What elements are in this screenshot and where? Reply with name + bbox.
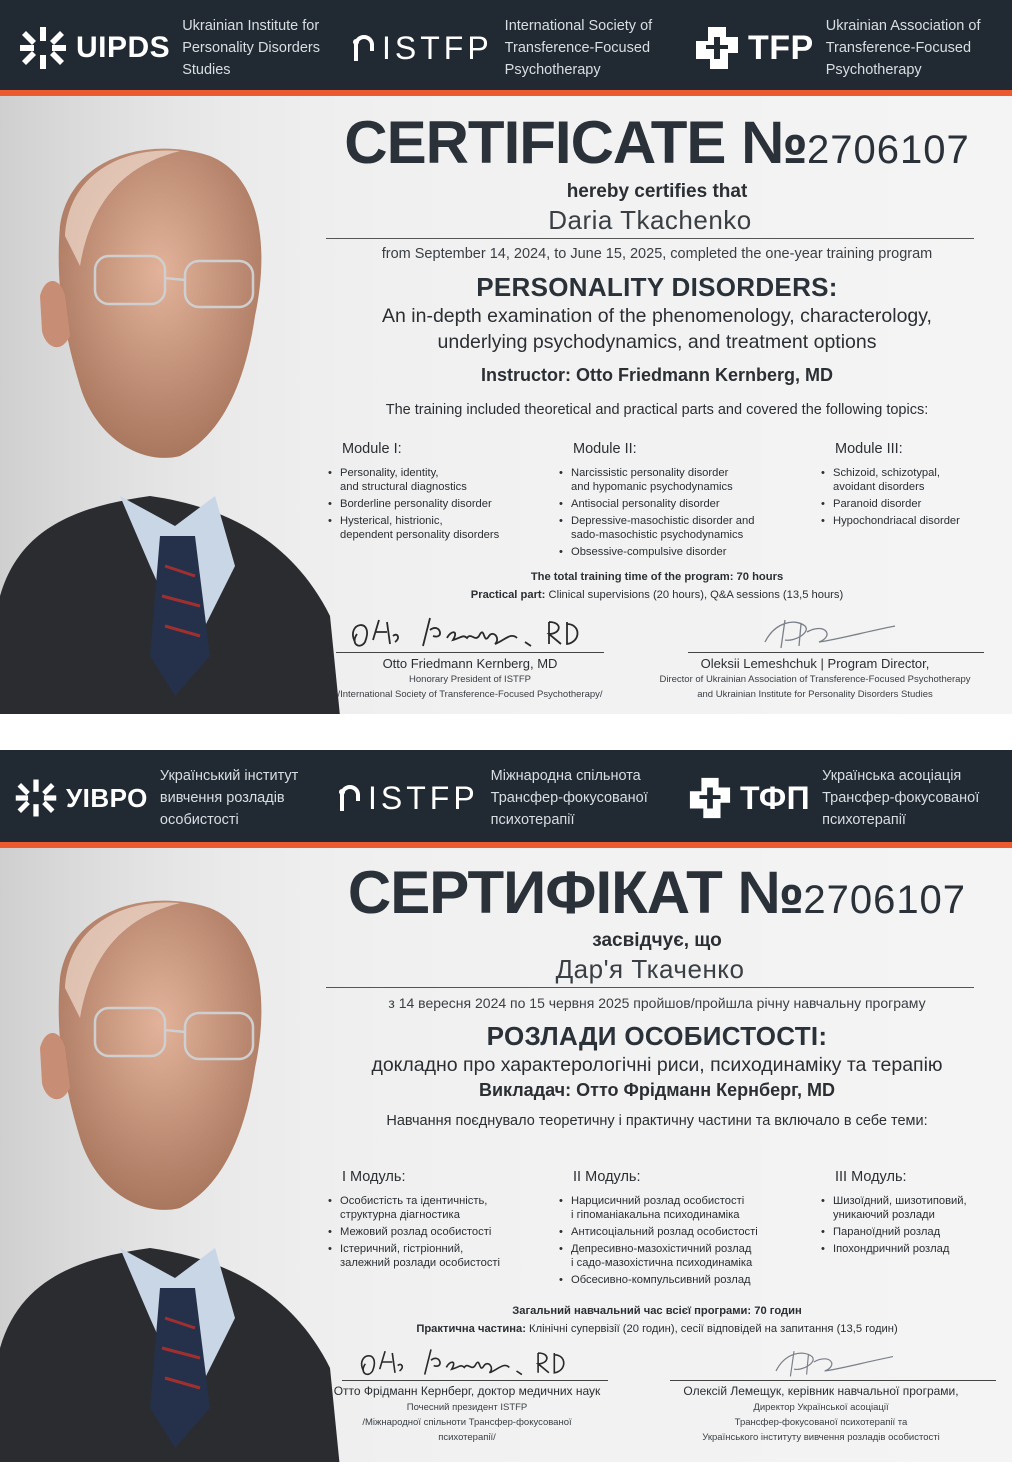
certificate-number: 2706107: [807, 128, 970, 172]
list-item: • Параноїдний розлад: [819, 1225, 967, 1239]
certificate-body: [322, 860, 992, 933]
module-title: Module III:: [835, 441, 903, 457]
module-3: [819, 1170, 967, 1259]
practical-text: Клінічні супервізії (20 годин), сесії відповідей на запитання (13,5 годин): [525, 1323, 898, 1335]
handwritten-signature-kernberg: [335, 612, 605, 652]
istfp-logo-icon: [352, 33, 374, 63]
list-item: • Personality, identity, and structural diagnostics: [326, 466, 499, 494]
handwritten-signature-kernberg: [332, 1344, 602, 1380]
signature-right: [640, 612, 990, 702]
list-item: • Нарцисичний розлад особистості і гіпоманіакальна психодинаміка: [557, 1194, 758, 1222]
practical-label: Практична частина:: [416, 1323, 526, 1335]
course-title: РОЗЛАДИ ОСОБИСТОСТІ:: [486, 1021, 828, 1051]
signer-role: Почесний президент ISTFP /Міжнародної спільноти Трансфер-фокусованої психотерапії/: [362, 1402, 572, 1444]
list-item: • Obsessive-compulsive disorder: [557, 545, 754, 559]
portrait-image: [0, 848, 360, 1462]
instructor-text: Instructor: Otto Friedmann Kernberg, MD: [480, 365, 833, 385]
module-2: [557, 1170, 758, 1290]
list-item: • Borderline personality disorder: [326, 497, 499, 511]
brand-uipds: [18, 0, 320, 96]
brand-description: Українська асоціація Трансфер-фокусованої психотерапії: [822, 768, 980, 828]
certificate-header: [0, 0, 1012, 96]
signature-right: [646, 1344, 996, 1445]
certificate-english: [0, 0, 1012, 714]
signature-left: [312, 1344, 622, 1445]
certificate-ukrainian: [0, 750, 1012, 1462]
handwritten-signature-lemeshchuk: [721, 1344, 921, 1380]
brand-mark: TFP: [748, 28, 814, 67]
course-title: PERSONALITY DISORDERS:: [476, 272, 838, 302]
signer-role: Honorary President of ISTFP /International Society of Transference-Focused Psychotherapy/: [337, 674, 603, 701]
brand-description: Ukrainian Institute for Personality Disorders Studies: [182, 18, 320, 78]
practical-text: Clinical supervisions (20 hours), Q&A sessions (13,5 hours): [545, 589, 844, 601]
handwritten-signature-lemeshchuk: [715, 612, 915, 652]
list-item: • Depressive-masochistic disorder and sado-masochistic psychodynamics: [557, 514, 754, 542]
module-1: [326, 442, 499, 545]
brand-description: Український інститут вивчення розладів особистості: [159, 768, 299, 828]
practical-label: Practical part:: [470, 589, 546, 601]
list-item: • Antisocial personality disorder: [557, 497, 754, 511]
uivro-star-logo-icon: [14, 777, 58, 819]
signer-role: Директор Української асоціації Трансфер-фокусованої психотерапії та Українського інституту вивчення розладів особистості: [702, 1402, 940, 1444]
brand-tfp: [694, 0, 980, 96]
module-2: [557, 442, 754, 562]
module-title: Module II:: [573, 441, 637, 457]
brand-description: Ukrainian Association of Transference-Focused Psychotherapy: [825, 18, 981, 78]
list-item: • Межовий розлад особистості: [326, 1225, 500, 1239]
brand-tfp-uk: [688, 750, 979, 846]
brand-mark: UIPDS: [76, 31, 171, 64]
list-item: • Шизоїдний, шизотиповий, уникаючий розлади: [819, 1194, 967, 1222]
signer-role: Director of Ukrainian Association of Transference-Focused Psychotherapy and Ukrainian Institute for Personality Disorders Studies: [659, 674, 971, 701]
brand-uivro: [14, 750, 298, 846]
brand-description: Міжнародна спільнота Трансфер-фокусованої психотерапії: [490, 768, 648, 828]
list-item: • Hysterical, histrionic, dependent personality disorders: [326, 514, 499, 542]
certificate-body: [322, 110, 992, 183]
list-item: • Істеричний, гістріонний, залежний розлади особистості: [326, 1242, 500, 1270]
recipient-name: Daria Tkachenko: [326, 205, 974, 239]
brand-istfp: [352, 0, 652, 96]
list-item: • Депресивно-мазохістичний розлад і садо-мазохістична психодинаміка: [557, 1242, 758, 1270]
module-title: II Модуль:: [573, 1169, 641, 1185]
brand-istfp: [338, 750, 648, 846]
module-3: [819, 442, 960, 531]
istfp-logo-icon: [338, 783, 360, 813]
program-totals: [322, 568, 992, 604]
program-totals: [322, 1302, 992, 1338]
topics-intro: Навчання поєднувало теоретичну і практичну частини та включало в себе теми:: [386, 1113, 928, 1129]
certificate-number: 2706107: [803, 878, 967, 922]
certificate-header: [0, 750, 1012, 848]
list-item: • Антисоціальний розлад особистості: [557, 1225, 758, 1239]
list-item: • Paranoid disorder: [819, 497, 960, 511]
list-item: • Іпохондричний розлад: [819, 1242, 967, 1256]
uipds-star-logo-icon: [18, 25, 68, 71]
certificate-title: CERTIFICATE №2706107: [344, 109, 970, 176]
certifies-text: засвідчує, що: [592, 930, 722, 951]
signer-name: Otto Friedmann Kernberg, MD: [382, 656, 558, 672]
list-item: • Hypochondriacal disorder: [819, 514, 960, 528]
module-title: III Модуль:: [835, 1169, 907, 1185]
brand-mark: ISTFP: [368, 779, 479, 816]
period-text: з 14 вересня 2024 по 15 червня 2025 пройшов/пройшла річну навчальну програму: [388, 995, 926, 1011]
brand-mark: УІВРО: [66, 782, 148, 813]
signer-name: Отто Фрідманн Кернберг, доктор медичних наук: [333, 1384, 601, 1399]
signature-left: [322, 612, 618, 702]
list-item: • Особистість та ідентичність, структурна діагностика: [326, 1194, 500, 1222]
brand-mark: ISTFP: [382, 29, 493, 66]
tfp-logo-icon: [688, 776, 732, 820]
certifies-text: hereby certifies that: [566, 181, 748, 202]
brand-description: International Society of Transference-Focused Psychotherapy: [504, 18, 653, 78]
signer-name: Олексій Лемещук, керівник навчальної програми,: [683, 1384, 959, 1399]
list-item: • Narcissistic personality disorder and hypomanic psychodynamics: [557, 466, 754, 494]
module-1: [326, 1170, 500, 1273]
recipient-name: Дар'я Ткаченко: [326, 954, 974, 988]
total-time: The total training time of the program: 70 hours: [530, 571, 784, 583]
instructor-text: Викладач: Отто Фрідманн Кернберг, MD: [478, 1080, 836, 1100]
list-item: • Обсесивно-компульсивний розлад: [557, 1273, 758, 1287]
course-subtitle: докладно про характерологічні риси, психодинаміку та терапію: [371, 1054, 943, 1076]
total-time: Загальний навчальний час всієї програми: 70 годин: [512, 1305, 802, 1317]
list-item: • Schizoid, schizotypal, avoidant disorders: [819, 466, 960, 494]
module-title: I Модуль:: [342, 1169, 406, 1185]
certificate-title: СЕРТИФІКАТ №2706107: [347, 859, 967, 926]
topics-intro: The training included theoretical and practical parts and covered the following topics:: [385, 402, 929, 418]
course-subtitle: An in-depth examination of the phenomenology, characterology, underlying psychodynamics, and treatment options: [382, 305, 932, 353]
module-title: Module I:: [342, 441, 402, 457]
portrait-image: [0, 96, 360, 714]
signer-name: Oleksii Lemeshchuk | Program Director,: [700, 656, 930, 672]
period-text: from September 14, 2024, to June 15, 2025, completed the one-year training program: [381, 246, 933, 262]
brand-mark: ТФП: [740, 779, 811, 816]
tfp-logo-icon: [694, 25, 740, 71]
